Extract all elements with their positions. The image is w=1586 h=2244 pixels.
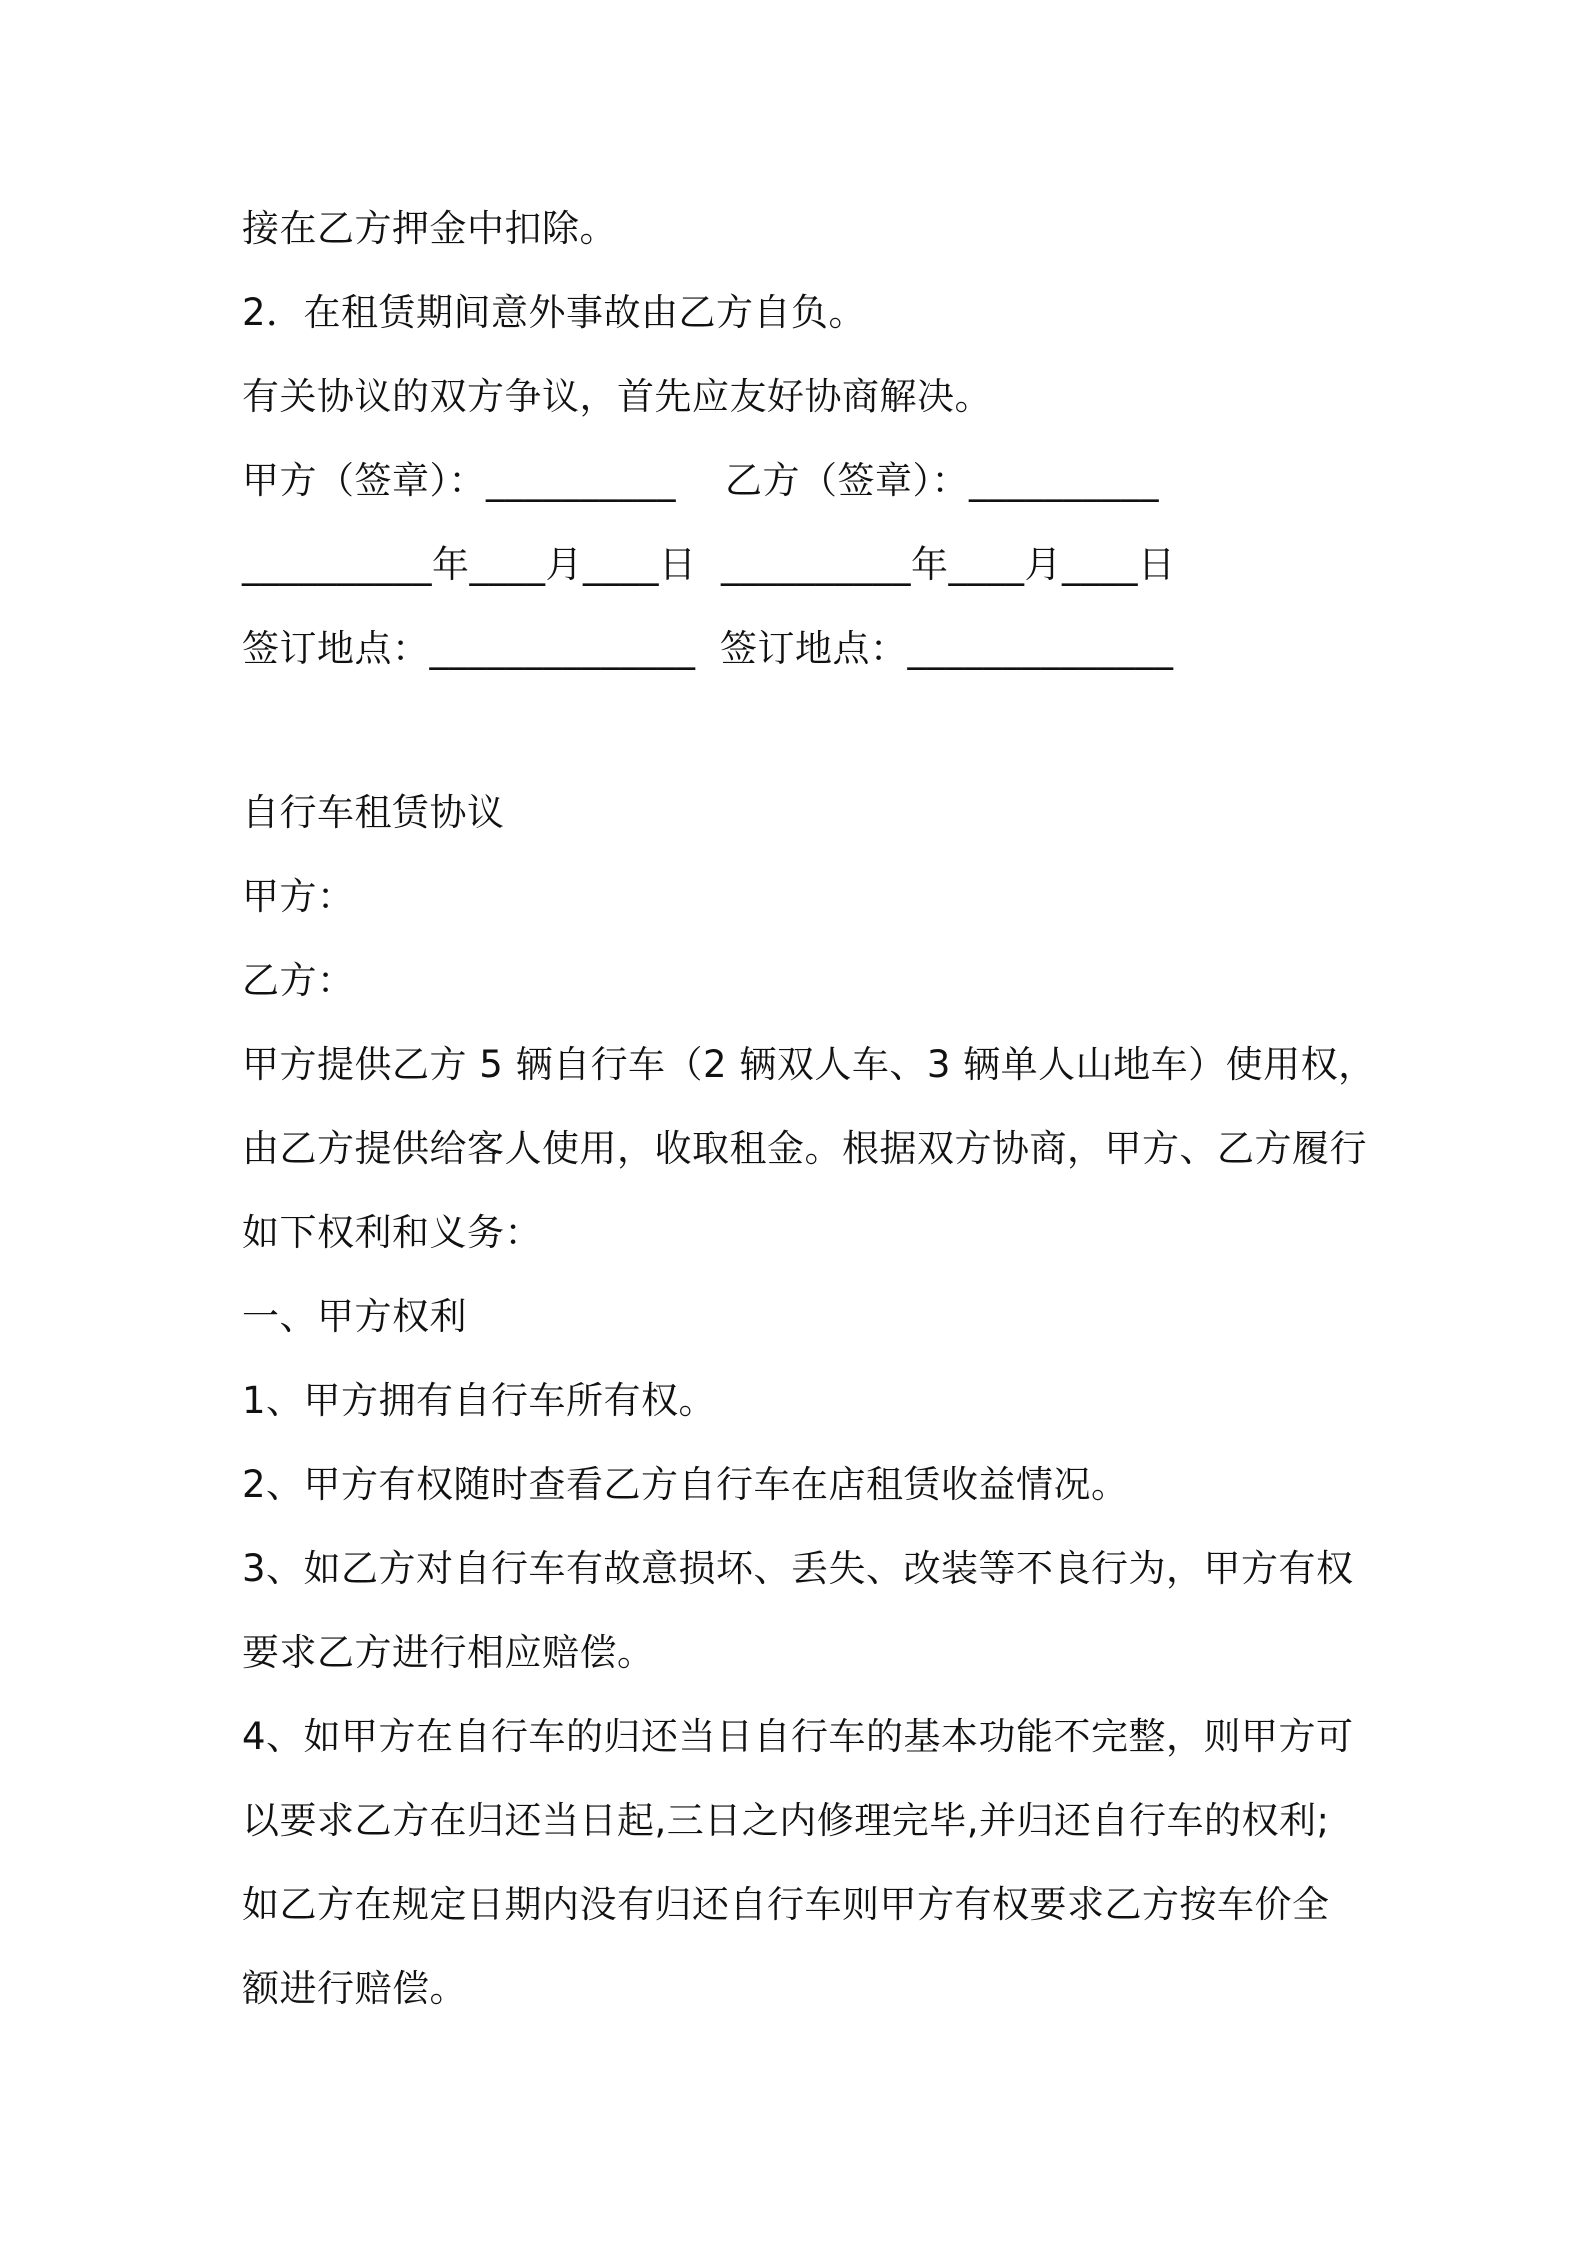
section-heading: 一、甲方权利 <box>242 1295 467 1338</box>
date-line: __________年____月____日 __________年____月____日 <box>242 543 1176 586</box>
paragraph-line: 由乙方提供给客人使用，收取租金。根据双方协商，甲方、乙方履行 <box>242 1127 1367 1170</box>
clause-line: 2、甲方有权随时查看乙方自行车在店租赁收益情况。 <box>242 1463 1129 1506</box>
paragraph-line: 接在乙方押金中扣除。 <box>242 207 617 250</box>
paragraph-line: 甲方提供乙方 5 辆自行车（2 辆双人车、3 辆单人山地车）使用权， <box>242 1043 1376 1086</box>
clause-line: 1、甲方拥有自行车所有权。 <box>242 1379 717 1422</box>
document-title: 自行车租赁协议 <box>242 791 505 834</box>
party-b-label: 乙方： <box>242 959 355 1002</box>
clause-line: 以要求乙方在归还当日起,三日之内修理完毕,并归还自行车的权利; <box>242 1799 1330 1842</box>
clause-line: 3、如乙方对自行车有故意损坏、丢失、改装等不良行为，甲方有权 <box>242 1547 1354 1590</box>
place-line: 签订地点：______________ 签订地点：______________ <box>242 627 1174 670</box>
clause-line: 如乙方在规定日期内没有归还自行车则甲方有权要求乙方按车价全 <box>242 1883 1330 1926</box>
clause-line: 4、如甲方在自行车的归还当日自行车的基本功能不完整，则甲方可 <box>242 1715 1354 1758</box>
paragraph-line: 如下权利和义务： <box>242 1211 542 1254</box>
paragraph-line: 2．在租赁期间意外事故由乙方自负。 <box>242 291 867 334</box>
clause-line: 要求乙方进行相应赔偿。 <box>242 1631 655 1674</box>
party-a-label: 甲方： <box>242 875 355 918</box>
clause-line: 额进行赔偿。 <box>242 1967 467 2010</box>
paragraph-line: 有关协议的双方争议，首先应友好协商解决。 <box>242 375 992 418</box>
signature-line: 甲方（签章）：__________ 乙方（签章）：__________ <box>242 459 1160 502</box>
